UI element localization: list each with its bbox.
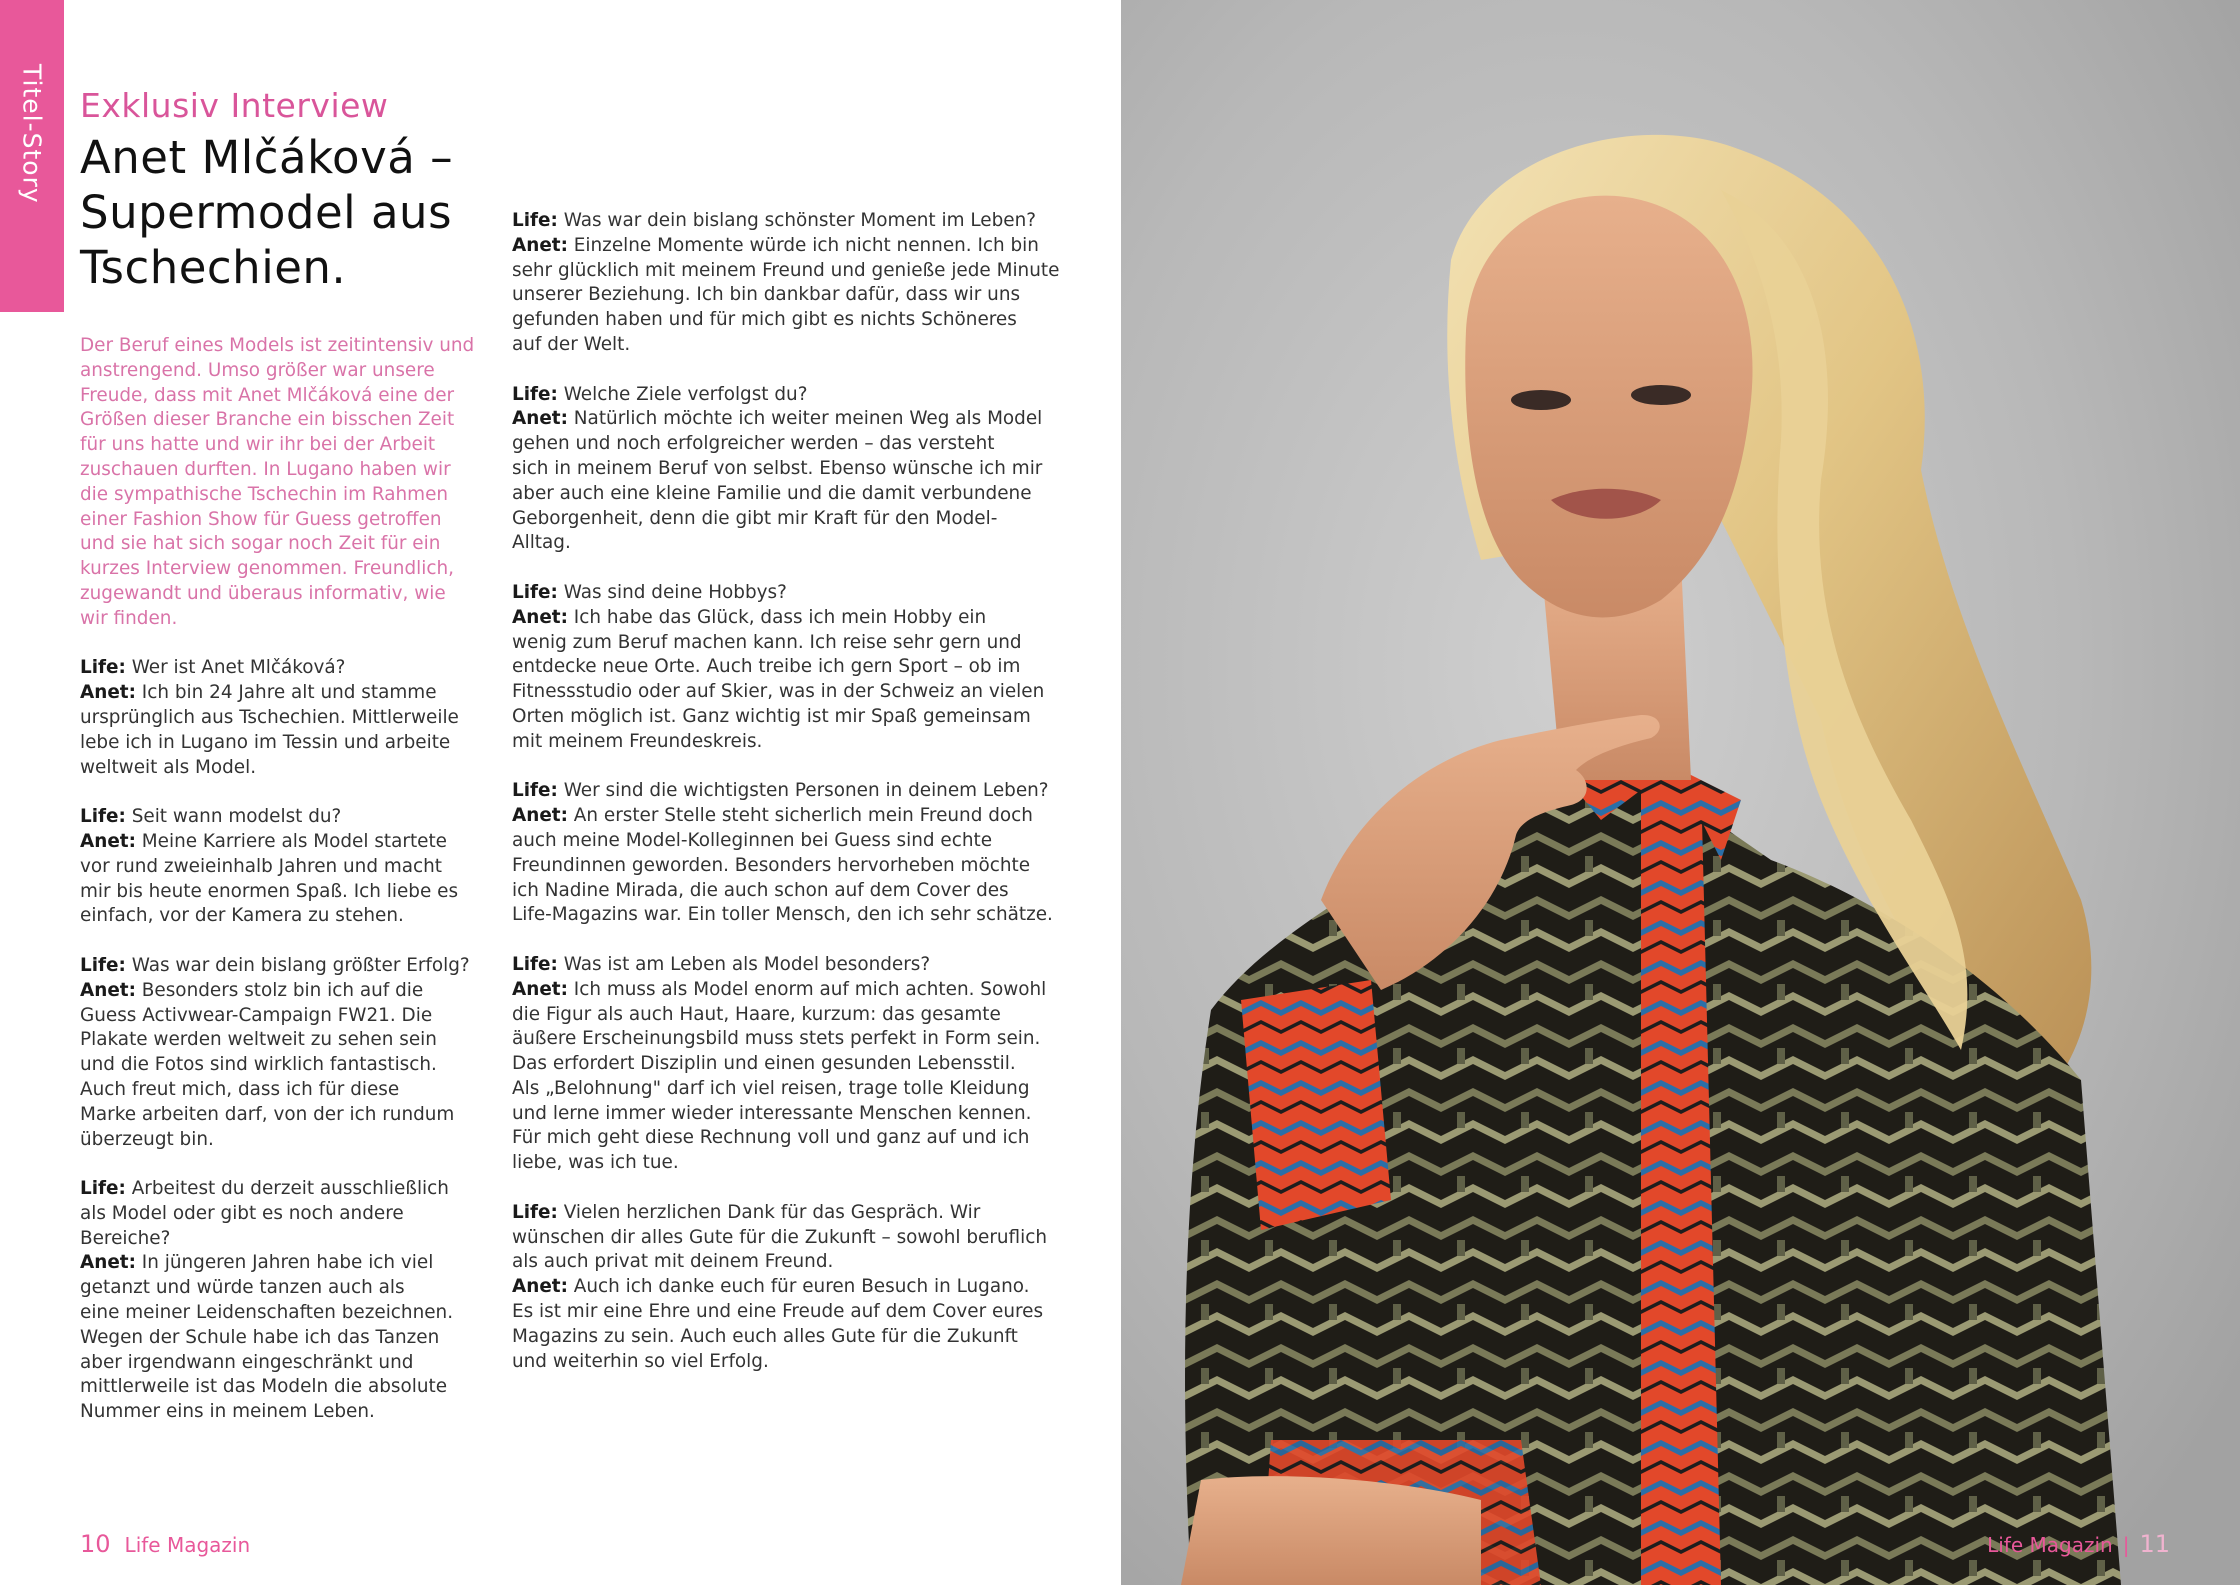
question-speaker: Life: [512,383,558,405]
magazine-name-left: Life Magazin [124,1533,251,1557]
answer [512,804,1067,928]
qa-block [80,954,505,1152]
question [80,805,505,830]
qa-block [80,1177,505,1425]
text-column-left [80,334,505,1450]
text-column-right [512,209,1067,1399]
qa-block [512,953,1067,1176]
answer [80,830,505,929]
question [512,581,1067,606]
question [80,954,505,979]
magazine-name-right: Life Magazin [1987,1533,2113,1557]
answer-speaker: Anet: [512,1276,568,1298]
qa-block [80,805,505,929]
section-tab-label: Titel-Story [17,64,47,204]
question-text: Was war dein bislang schönster Moment im Leben? [557,210,1036,231]
answer [80,681,505,780]
question-text: Was ist am Leben als Model besonders? [557,953,931,975]
answer-text: In jüngeren Jahren habe ich viel getanzt und würde tanzen auch als eine meiner Leidenschaften bezeichnen. Wegen der Schule habe ich das Tanzen aber irgendwann eingeschränkt und mittlerweile ist das Modeln die absolute Nummer eins in meinem Leben. [80,1252,454,1423]
section-tab [0,0,64,312]
question [512,1201,1067,1275]
answer [80,979,505,1153]
question-text: Arbeitest du derzeit ausschließlich als Model oder gibt es noch andere Bereiche? [80,1178,449,1249]
answer [512,606,1067,755]
answer [512,407,1067,556]
kicker: Exklusiv Interview [80,86,389,125]
question [512,779,1067,804]
folio-right [1987,1530,2170,1558]
question-speaker: Life: [80,1178,126,1200]
page-number-left: 10 [80,1530,111,1558]
question-speaker: Life: [80,657,126,679]
question-text: Vielen herzlichen Dank für das Gespräch. Wir wünschen dir alles Gute für die Zukunft – sowohl beruflich als auch privat mit deinem Freund. [512,1201,1047,1273]
headline [80,130,520,295]
answer [80,1251,505,1425]
question-speaker: Life: [512,780,558,802]
question [512,209,1067,234]
qa-block [512,1201,1067,1375]
portrait-photo [1121,0,2240,1585]
answer [512,1275,1067,1374]
question-speaker: Life: [512,210,558,231]
answer-speaker: Anet: [80,1252,136,1274]
answer [512,978,1067,1176]
question-speaker: Life: [80,806,126,828]
answer-text: An erster Stelle steht sicherlich mein Freund doch auch meine Model-Kolleginnen bei Guess sind echte Freundinnen geworden. Besonders hervorheben möchte ich Nadine Mirada, die auch schon auf dem Cover des Life-Magazins war. Ein toller Mensch, den ich sehr schätze. [512,805,1053,926]
question [512,383,1067,408]
answer-text: Besonders stolz bin ich auf die Guess Activwear-Campaign FW21. Die Plakate werden weltweit zu sehen sein und die Fotos sind wirklich fantastisch. Auch freut mich, dass ich für diese Marke arbeiten darf, von der ich rundum überzeugt bin. [80,979,455,1150]
folio-left [80,1530,250,1558]
question [80,656,505,681]
question-text: Was sind deine Hobbys? [557,581,787,603]
answer-text: Ich habe das Glück, dass ich mein Hobby ein wenig zum Beruf machen kann. Ich reise sehr gern und entdecke neue Orte. Auch treibe ich gern Sport – ob im Fitnessstudio oder auf Skier, was in der Schweiz an vielen Orten möglich ist. Ganz wichtig ist mir Spaß gemeinsam mit meinem Freundeskreis. [512,606,1045,752]
question-speaker: Life: [512,953,558,975]
question-speaker: Life: [512,1201,558,1223]
question-speaker: Life: [512,581,558,603]
answer-speaker: Anet: [512,805,568,827]
headline-text: Anet Mlčáková – Supermodel aus Tschechien. [80,131,454,294]
answer-text: Meine Karriere als Model startete vor rund zweieinhalb Jahren und macht mir bis heute enormen Spaß. Ich liebe es einfach, vor der Kamera zu stehen. [80,830,459,927]
question-text: Was war dein bislang größter Erfolg? [125,954,470,976]
question-text: Wer sind die wichtigsten Personen in deinem Leben? [557,780,1049,802]
page-number-right: 11 [2139,1530,2170,1558]
qa-block [512,383,1067,557]
answer-speaker: Anet: [80,830,136,852]
question-text: Seit wann modelst du? [125,806,342,828]
answer-text: Ich muss als Model enorm auf mich achten. Sowohl die Figur als auch Haut, Haare, kurzum: das gesamte äußere Erscheinungsbild muss stets perfekt in Form sein. Das erfordert Disziplin und einen gesunden Lebensstil. Als „Belohnung" darf ich viel reisen, trage tolle Kleidung und lerne immer wieder interessante Menschen kennen. Für mich geht diese Rechnung voll und ganz auf und ich liebe, was ich tue. [512,978,1047,1174]
qa-block [80,656,505,780]
answer-speaker: Anet: [512,606,568,628]
folio-separator: | [2122,1533,2130,1557]
answer-text: Ich bin 24 Jahre alt und stamme ursprünglich aus Tschechien. Mittlerweile lebe ich in Lugano im Tessin und arbeite weltweit als Model. [80,682,459,778]
answer-speaker: Anet: [80,979,136,1001]
answer-speaker: Anet: [512,234,568,256]
answer-speaker: Anet: [512,978,568,1000]
qa-block [512,779,1067,928]
answer [512,234,1067,358]
right-page-photo [1121,0,2240,1585]
question [80,1177,505,1251]
qa-block [512,209,1067,358]
question-text: Wer ist Anet Mlčáková? [125,657,346,679]
answer-speaker: Anet: [512,408,568,430]
question [512,953,1067,978]
qa-block [512,581,1067,755]
answer-text: Auch ich danke euch für euren Besuch in Lugano. Es ist mir eine Ehre und eine Freude auf dem Cover eures Magazins zu sein. Auch euch alles Gute für die Zukunft und weiterhin so viel Erfolg. [512,1276,1044,1372]
answer-text: Einzelne Momente würde ich nicht nennen. Ich bin sehr glücklich mit meinem Freund und genieße jede Minute unserer Beziehung. Ich bin dankbar dafür, dass wir uns gefunden haben und für mich gibt es nichts Schöneres auf der Welt. [512,234,1060,355]
answer-text: Natürlich möchte ich weiter meinen Weg als Model gehen und noch erfolgreicher werden – das versteht sich in meinem Beruf von selbst. Ebenso wünsche ich mir aber auch eine kleine Familie und die damit verbundene Geborgenheit, denn die gibt mir Kraft für den Model- Alltag. [512,408,1043,554]
question-text: Welche Ziele verfolgst du? [557,383,808,405]
answer-speaker: Anet: [80,682,136,704]
intro-paragraph: Der Beruf eines Models ist zeitintensiv und anstrengend. Umso größer war unsere Freude, dass mit Anet Mlčáková eine der Größen dieser Branche ein bisschen Zeit für uns hatte und wir ihr bei der Arbeit zuschauen durften. In Lugano haben wir die sympathische Tschechin im Rahmen einer Fashion Show für Guess getroffen und sie hat sich sogar noch Zeit für ein kurzes Interview genommen. Freundlich, zugewandt und überaus informativ, wie wir finden. [80,335,475,629]
question-speaker: Life: [80,954,126,976]
